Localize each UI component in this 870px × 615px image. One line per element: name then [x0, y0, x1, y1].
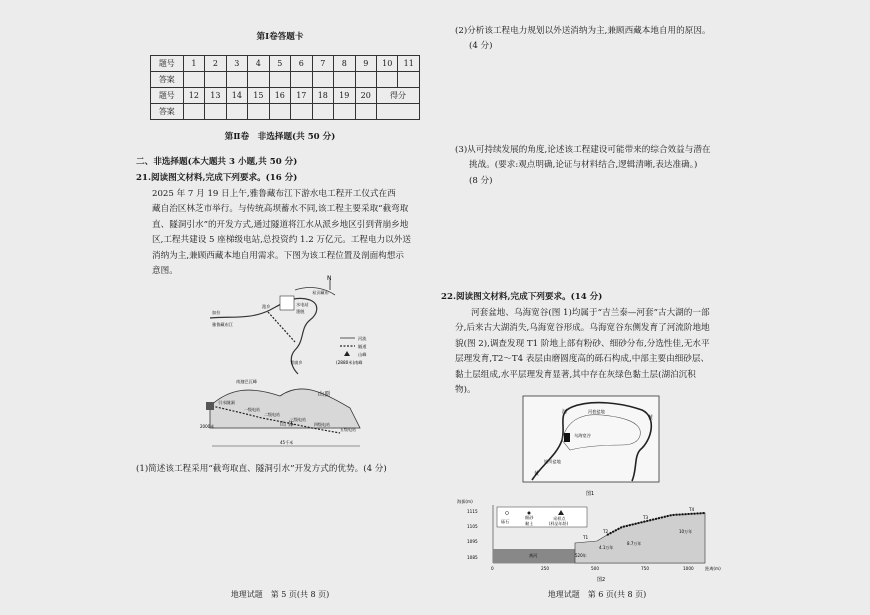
table-cell: 答案 [151, 104, 184, 120]
q22-line: 黏土层组成,水平层理发育显著,其中存在灰绿色黏土层(湖泊沉积 [455, 369, 696, 380]
q21-sub2 [455, 24, 747, 55]
fig1-huang: 黄 [534, 471, 540, 477]
map-label-yarlung: 雅鲁藏布江 [212, 322, 233, 327]
table-cell [334, 104, 355, 120]
q21-line: 2025 年 7 月 19 日上午,雅鲁藏布江下游水电工程开工仪式在西 [152, 189, 396, 199]
table-cell: 7 [312, 56, 333, 72]
page-5-column [130, 0, 430, 615]
q3-line: (3)从可持续发展的角度,论述该工程建设可能带来的综合效益与潜在 [455, 145, 711, 155]
fig1-wuhai: 乌海宽谷 [574, 433, 591, 438]
x-tick: 1000 [683, 566, 694, 571]
q22-line: 河套盆地、乌海宽谷(图 1)均属于“吉兰泰—河套”古大湖的一部 [471, 308, 710, 318]
fig1-hetao: 河套盆地 [588, 409, 605, 414]
y-tick: 1105 [467, 524, 478, 529]
table-cell [226, 104, 247, 120]
table-cell: 17 [291, 88, 312, 104]
fig2-caption: 图2 [597, 577, 606, 583]
table-cell [183, 72, 204, 88]
fig2-age1: 520年 [575, 553, 587, 558]
q21-sub3 [455, 143, 747, 189]
x-tick: 250 [541, 566, 549, 571]
table-cell [312, 104, 333, 120]
legend-peak: 山峰 [358, 352, 367, 357]
tunnel-line [268, 312, 295, 342]
fig2-t4: T4 [689, 507, 695, 512]
part2-title: 第Ⅱ卷 非选择题(共 50 分) [224, 132, 336, 142]
location-map [200, 275, 380, 375]
page-6-column [441, 0, 747, 615]
peak-icon [344, 351, 350, 356]
table-cell [334, 72, 355, 88]
label-tunnel: 引水隧洞 [218, 400, 235, 405]
table-cell: 12 [183, 88, 204, 104]
label-mountain: 山顶 [318, 391, 331, 398]
terrace-body [575, 513, 705, 563]
table-cell: 10 [377, 56, 398, 72]
table-cell: 得分 [377, 88, 420, 104]
wuhai-marker [564, 433, 570, 442]
table-cell: 15 [248, 88, 269, 104]
table-cell: 答案 [151, 72, 184, 88]
table-cell: 5 [269, 56, 290, 72]
table-cell [377, 104, 420, 120]
table-row [151, 104, 420, 120]
table-cell: 11 [398, 56, 420, 72]
fig1-yinchuan: 银川盆地 [544, 459, 561, 464]
label-s2: 二级电站 [264, 412, 280, 417]
table-cell: 8 [334, 56, 355, 72]
fig2-river: 黄河 [529, 553, 538, 558]
legend-sample-sub: (样品年龄) [549, 521, 569, 526]
q2-line: (4 分) [469, 41, 493, 52]
table-cell [291, 72, 312, 88]
label-2000m: 2000米 [200, 424, 215, 429]
map-label-motuo: 墨脱 [296, 309, 305, 314]
table-cell: 1 [183, 56, 204, 72]
table-cell [291, 104, 312, 120]
table-cell: 3 [226, 56, 247, 72]
legend-sample: 采样点 [553, 516, 566, 521]
fig2-ylabel: 海拔(m) [457, 499, 473, 504]
map-label-paixiang: 加拉 [212, 310, 221, 315]
label-body: 山 体 [280, 421, 294, 428]
q21-material [136, 187, 426, 279]
q21-line: 消纳为主,兼顾西藏本地自用需求。下图为该工程位置及剖面构想示 [152, 250, 404, 261]
map-label-paixiang2: 派乡 [262, 304, 271, 309]
label-s1: 一级电站 [244, 407, 260, 412]
label-s4: 四级电站 [314, 422, 330, 427]
q21-heading: 21.阅读图文材料,完成下列要求。(16 分) [136, 173, 298, 183]
table-row [151, 56, 420, 72]
table-cell: 题号 [151, 56, 184, 72]
q21-sub1: (1)简述该工程采用“截弯取直、隧洞引水”开发方式的优势。(4 分) [136, 464, 387, 474]
fig2-age4: 10万年 [679, 529, 693, 534]
legend-clay: 黏土 [525, 521, 534, 526]
table-cell [205, 72, 226, 88]
table-cell [205, 104, 226, 120]
x-tick: 750 [641, 566, 649, 571]
table-cell: 19 [334, 88, 355, 104]
answer-card-title: 第Ⅰ卷答题卡 [256, 32, 304, 42]
table-cell [269, 104, 290, 120]
table-row [151, 72, 420, 88]
fig2-legend [497, 507, 587, 527]
q21-line: 藏自治区林芝市举行。与传统高坝蓄水不同,该工程主要采取“截弯取 [152, 204, 409, 215]
q21-line: 意图。 [152, 266, 178, 277]
q3-line: 挑战。(要求:观点明确,论证与材料结合,逻辑清晰,表达准确。) [469, 160, 698, 171]
q22-line: 分,后来古大湖消失,乌海宽谷形成。乌海宽谷东侧发育了河流阶地地 [455, 323, 710, 334]
north-label: N [327, 275, 332, 282]
label-s3: 三级电站 [290, 417, 306, 422]
fig1-caption: 图1 [586, 491, 595, 497]
figure-1-map [522, 395, 662, 500]
table-cell [248, 72, 269, 88]
table-cell [355, 104, 376, 120]
figure-2-profile [457, 497, 727, 585]
table-cell: 14 [226, 88, 247, 104]
footer-page-5: 地理试题 第 5 页(共 8 页) [230, 590, 330, 599]
fig2-age2: 4.1万年 [599, 545, 614, 550]
legend-tunnel: 隧道 [358, 344, 367, 349]
map-label-beibeng: 背崩乡 [290, 360, 303, 365]
table-cell [398, 72, 420, 88]
fig2-t1: T1 [583, 535, 589, 540]
map-label-power: 水电站 [296, 302, 309, 307]
q21-line: 区,工程共建设 5 座梯级电站,总投资约 1.2 万亿元。工程电力以外送 [152, 235, 411, 246]
y-tick: 1115 [467, 509, 478, 514]
q22-line: 物)。 [455, 385, 476, 396]
x-label: 距离(m) [705, 566, 721, 571]
fig1-he: 河 [562, 409, 568, 415]
section-heading: 二、非选择题(本大题共 3 小题,共 50 分) [136, 157, 298, 167]
table-cell: 2 [205, 56, 226, 72]
map-label-yigong: 易贡藏布 [312, 290, 329, 295]
q21-line: 直、隧洞引水”的开发方式,通过隧道将江水从派乡地区引到背崩乡地 [152, 219, 409, 230]
power-station-icon [280, 296, 294, 310]
table-cell [312, 72, 333, 88]
q2-line: (2)分析该工程电力规划以外送消纳为主,兼顾西藏本地自用的原因。 [455, 26, 711, 36]
y-tick: 1095 [467, 539, 478, 544]
label-s5: 五级电站 [340, 427, 356, 432]
table-cell: 16 [269, 88, 290, 104]
legend-gravel: 砾石 [501, 519, 510, 524]
legend-sand: 细砂 [525, 515, 534, 520]
fig2-t3: T3 [643, 515, 649, 520]
table-cell [355, 72, 376, 88]
q22-heading: 22.阅读图文材料,完成下列要求。(14 分) [441, 292, 603, 302]
footer-page-6: 地理试题 第 6 页(共 8 页) [547, 590, 647, 599]
x-tick: 500 [591, 566, 599, 571]
label-namjagbarwa: 南迦巴瓦峰 [236, 379, 257, 384]
table-cell: 9 [355, 56, 376, 72]
table-cell: 4 [248, 56, 269, 72]
table-cell: 题号 [151, 88, 184, 104]
label-length: 45千米 [280, 440, 294, 445]
table-row [151, 88, 420, 104]
table-cell: 13 [205, 88, 226, 104]
station-1-icon [206, 402, 214, 410]
q22-material [455, 306, 747, 398]
table-cell [377, 72, 398, 88]
fig2-t2: T2 [603, 529, 609, 534]
table-cell: 20 [355, 88, 376, 104]
q22-line: 貌(图 2),调查发现 T1 阶地上部有粉砂、细砂分布,分选性佳,无水平 [455, 338, 710, 349]
table-cell [183, 104, 204, 120]
y-tick: 1085 [467, 555, 478, 560]
fig2-age3: 8.7万年 [627, 541, 642, 546]
fig1-huang-right: 黄 [648, 415, 654, 421]
profile-diagram [200, 378, 390, 458]
table-cell [226, 72, 247, 88]
legend-river: 河流 [358, 336, 367, 341]
q3-line: (8 分) [469, 175, 493, 186]
x-tick: 0 [491, 566, 494, 571]
answer-table [150, 55, 420, 120]
table-cell [248, 104, 269, 120]
table-cell: 18 [312, 88, 333, 104]
table-cell: 6 [291, 56, 312, 72]
table-cell [269, 72, 290, 88]
legend-peak-height: (2880米)南峰 [336, 360, 363, 365]
q22-line: 层理发育,T2～T4 表层由磨圆度高的砾石构成,中部主要由细砂层、 [455, 354, 710, 365]
